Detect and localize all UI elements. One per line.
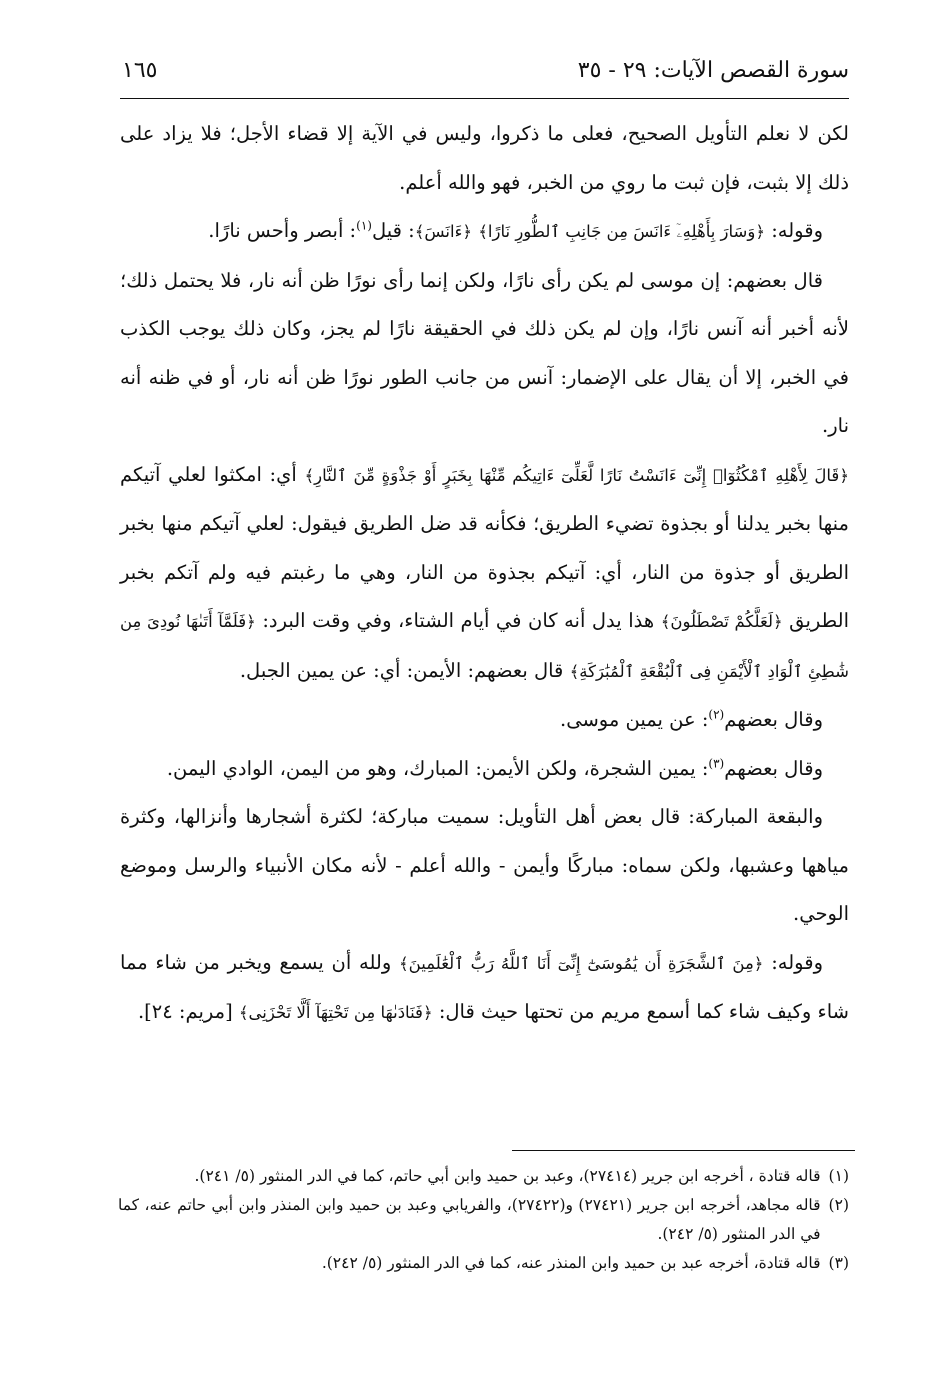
text-run: وقوله: xyxy=(763,950,823,974)
quran-quote: ﴿لَعَلَّكُمْ تَصْطَلُونَ﴾ xyxy=(660,612,783,631)
text-run: وقال بعضهم xyxy=(724,756,823,780)
text-run: قال بعضهم: الأيمن: أي: عن يمين الجبل. xyxy=(239,658,570,682)
footnote-item xyxy=(118,1162,849,1191)
footnote-item xyxy=(118,1191,849,1249)
text-run: : قيل xyxy=(371,219,415,242)
paragraph-3: قال بعضهم: إن موسى لم يكن رأى نارًا، ولكن إنما رأى نورًا ظن أنه نار، فلا يحتمل ذلك؛ لأنه أخبر أنه آنس نارًا، وإن لم يكن ذلك في الحقيقة نارًا لم يجز، وكان ذلك يوجب الكذب في الخبر، إلا أن يقال على الإضمار: آنس من جانب الطور نورًا ظن أنه نار، أو في ظنه أنه نار. xyxy=(120,268,849,437)
footnote-number: (٢) xyxy=(828,1196,849,1214)
quran-quote: ﴿ءَانَسَ﴾ xyxy=(414,222,473,241)
quran-quote: ﴿وَسَارَ بِأَهْلِهِۦٓ ءَانَسَ مِن جَانِبِ ٱلطُّورِ نَارًا﴾ xyxy=(478,222,766,241)
page-number: ١٦٥ xyxy=(122,58,158,83)
footnote-item xyxy=(118,1249,849,1278)
paragraph-8 xyxy=(120,939,849,1038)
text-run: هذا يدل أنه كان في أيام الشتاء، وفي وقت البرد: xyxy=(255,609,661,632)
footnote-ref[interactable]: (٢) xyxy=(708,707,725,722)
text-run: وقال بعضهم xyxy=(724,708,823,731)
paragraph-5 xyxy=(120,696,849,745)
footnote-number: (١) xyxy=(828,1167,849,1185)
text-run: وقوله: xyxy=(765,219,823,242)
footnote-text: قاله قتادة، أخرجه عبد بن حميد وابن المنذر عنه، كما في الدر المنثور (٥/ ٢٤٢). xyxy=(321,1254,821,1272)
footnotes xyxy=(118,1162,849,1278)
surah-title: سورة القصص الآيات: ٢٩ - ٣٥ xyxy=(577,58,849,83)
quran-quote: ﴿مِنَ ٱلشَّجَرَةِ أَن يَٰمُوسَىٰٓ إِنِّىٓ أَنَا ٱللَّهُ رَبُّ ٱلْعَٰلَمِينَ﴾ xyxy=(399,953,764,973)
text-run: : يمين الشجرة، ولكن الأيمن: المبارك، وهو من اليمن، الوادي اليمن. xyxy=(166,756,709,780)
paragraph-4 xyxy=(120,451,849,697)
quran-quote: ﴿فَنَادَىٰهَا مِن تَحْتِهَآ أَلَّا تَحْزَنِى﴾ xyxy=(238,1003,433,1022)
paragraph-1: لكن لا نعلم التأويل الصحيح، فعلى ما ذكروا، وليس في الآية إلا قضاء الأجل؛ فلا يزاد على ذلك إلا بثبت، فإن ثبت ما روي من الخبر، فهو والله أعلم. xyxy=(120,122,849,194)
paragraph-7: والبقعة المباركة: قال بعض أهل التأويل: سميت مباركة؛ لكثرة أشجارها وأنزالها، وكثرة مياهها وعشبها، ولكن سماه: مباركًا وأيمن - والله أعلم - لأنه مكان الأنبياء والرسل وموضع الوحي. xyxy=(120,805,849,925)
paragraph-6 xyxy=(120,745,849,794)
text-run: : أبصر وأحس نارًا. xyxy=(208,219,357,242)
running-header xyxy=(120,52,849,99)
footnote-number: (٣) xyxy=(828,1254,849,1272)
quran-quote: ﴿فَلَمَّآ أَتَىٰهَا نُودِىَ مِن شَٰطِئِ ٱلْوَادِ ٱلْأَيْمَنِ فِى ٱلْبُقْعَةِ ٱلْمُبَٰرَكَةِ﴾ xyxy=(120,612,849,681)
footnote-text: قاله مجاهد، أخرجه ابن جرير (٢٧٤٢١) و(٢٧٤٢٢)، والفريابي وعبد بن حميد وابن المنذر وابن أبي حاتم عنه، كما في الدر المنثور (٥/ ٢٤٢). xyxy=(118,1196,821,1243)
quran-quote: ﴿قَالَ لِأَهْلِهِ ٱمْكُثُوٓا۟ إِنِّىٓ ءَانَسْتُ نَارًا لَّعَلِّىٓ ءَاتِيكُم مِّنْهَا بِخَبَرٍ أَوْ جَذْوَةٍ مِّنَ ٱلنَّارِ﴾ xyxy=(304,465,849,485)
footnote-divider xyxy=(512,1150,855,1151)
footnote-ref[interactable]: (١) xyxy=(356,218,372,233)
footnote-ref[interactable]: (٣) xyxy=(708,756,725,770)
main-text xyxy=(120,110,849,1038)
text-run: ولله أن يسمع ويخبر من شاء مما شاء وكيف شاء كما أسمع مريم من تحتها حيث قال: xyxy=(120,950,849,1023)
paragraph-2 xyxy=(120,207,849,257)
text-run: : عن يمين موسى. xyxy=(560,708,709,731)
text-run: أي: امكثوا لعلي آتيكم منها بخبر يدلنا أو بجذوة تضيء الطريق؛ فكأنه قد ضل الطريق فيقول: لعلي آتيكم منها بخبر الطريق أو جذوة من النار، أي: آتيكم بجذوة من النار، وهي ما رغبتم فيه ولم آتكم بخبر الطريق xyxy=(120,462,849,632)
footnote-text: قاله قتادة ، أخرجه ابن جرير (٢٧٤١٤)، وعبد بن حميد وابن أبي حاتم، كما في الدر المنثور (٥/ ٢٤١). xyxy=(194,1167,821,1185)
text-run: [مريم: ٢٤]. xyxy=(137,1000,239,1023)
